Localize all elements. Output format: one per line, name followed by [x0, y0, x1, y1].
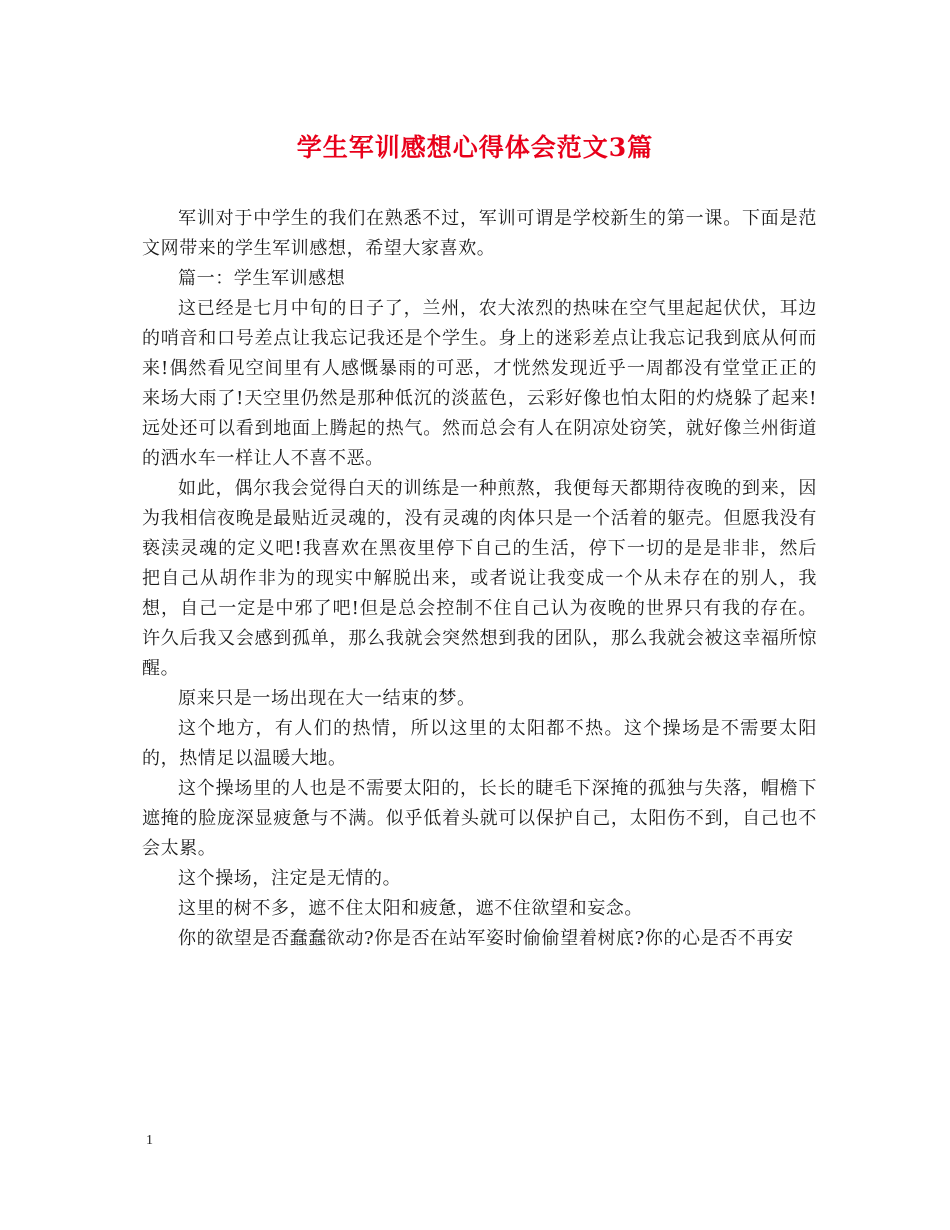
paragraph: 你的欲望是否蠢蠢欲动?你是否在站军姿时偷偷望着树底?你的心是否不再安 — [178, 928, 794, 949]
paragraph: 这个地方，有人们的热情，所以这里的太阳都不热。这个操场是不需要太阳的，热情足以温暖大地。 — [142, 718, 817, 769]
paragraph: 这个操场里的人也是不需要太阳的，长长的睫毛下深掩的孤独与失落，帽檐下遮掩的脸庞深显疲惫与不满。似乎低着头就可以保护自己，太阳伤不到，自己也不会太累。 — [142, 778, 817, 859]
section-heading: 篇一：学生军训感想 — [178, 268, 346, 289]
document-title: 学生军训感想心得体会范文3篇 — [296, 133, 654, 162]
paragraph: 原来只是一场出现在大一结束的梦。 — [178, 688, 476, 709]
paragraph: 如此，偶尔我会觉得白天的训练是一种煎熬，我便每天都期待夜晚的到来，因为我相信夜晚是最贴近灵魂的，没有灵魂的肉体只是一个活着的躯壳。但愿我没有亵渎灵魂的定义吧!我喜欢在黑夜里停下自己的生活，停下一切的是是非非，然后把自己从胡作非为的现实中解脱出来，或者说让我变成一个从未存在的别人，我想，自己一定是中邪了吧!但是总会控制不住自己认为夜晚的世界只有我的存在。许久后我又会感到孤单，那么我就会突然想到我的团队，那么我就会被这幸福所惊醒。 — [142, 478, 817, 679]
page-number: 1 — [146, 1133, 153, 1148]
paragraph-intro: 军训对于中学生的我们在熟悉不过，军训可谓是学校新生的第一课。下面是范文网带来的学生军训感想，希望大家喜欢。 — [142, 208, 817, 259]
paragraph: 这已经是七月中旬的日子了，兰州，农大浓烈的热味在空气里起起伏伏，耳边的哨音和口号差点让我忘记我还是个学生。身上的迷彩差点让我忘记我到底从何而来!偶然看见空间里有人感慨暴雨的可恶，才恍然发现近乎一周都没有堂堂正正的来场大雨了!天空里仍然是那种低沉的淡蓝色，云彩好像也怕太阳的灼烧躲了起来!远处还可以看到地面上腾起的热气。然而总会有人在阴凉处窃笑，就好像兰州街道的洒水车一样让人不喜不恶。 — [142, 298, 817, 469]
document-body — [142, 204, 817, 954]
paragraph: 这个操场，注定是无情的。 — [178, 868, 402, 889]
paragraph: 这里的树不多，遮不住太阳和疲惫，遮不住欲望和妄念。 — [178, 898, 643, 919]
